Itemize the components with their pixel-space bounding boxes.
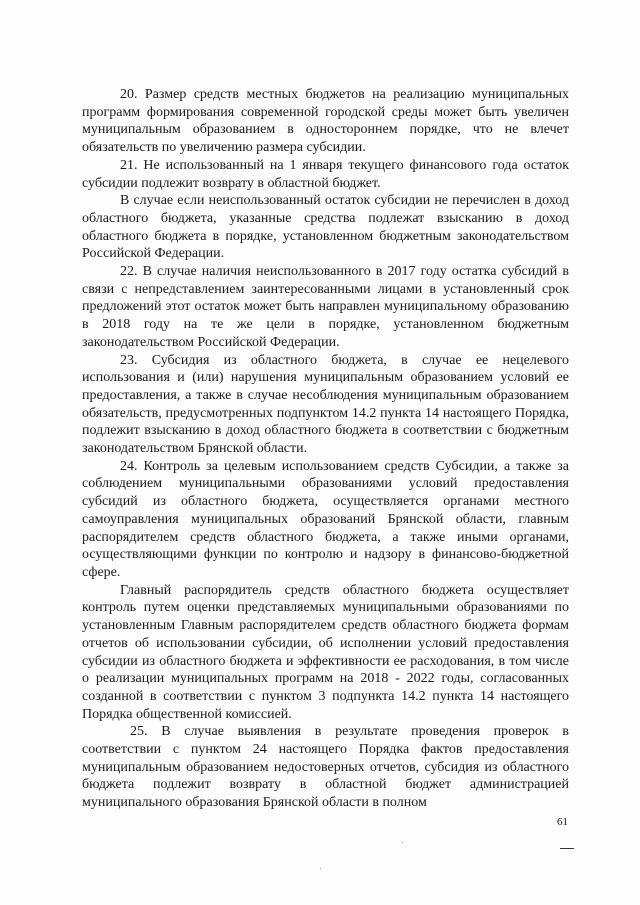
paragraph-25: 25. В случае выявления в результате проведения проверок в соответствии с пунктом 24 настоящего Порядка фактов предоставления муниципальным образованием недостоверных отчетов, субсидия из областного бюджета подлежит возврату в областной бюджет администрацией муниципального образования Брянской области в полном — [82, 724, 569, 811]
page-number: 61 — [557, 816, 568, 828]
paragraph-21: 21. Не использованный на 1 января текущего финансового года остаток субсидии подлежит возврату в областной бюджет. — [82, 157, 569, 191]
scan-speck — [320, 868, 321, 869]
paragraph-24: 24. Контроль за целевым использованием средств Субсидии, а также за соблюдением муниципальными образованиями условий предоставления субсидий из областного бюджета, осуществляется органами местного самоуправления муниципальных образований Брянской области, главным распорядителем средств областного бюджета, а также иными органами, осуществляющими функции по контролю и надзору в финансово-бюджетной сфере. — [82, 458, 569, 580]
scan-mark — [560, 848, 574, 849]
scan-speck — [402, 842, 403, 843]
document-body — [82, 86, 569, 812]
paragraph-22: 22. В случае наличия неиспользованного в 2017 году остатка субсидий в связи с непредставлением заинтересованными лицами в установленный срок предложений этот остаток может быть направлен муниципальному образованию в 2018 году на те же цели в порядке, установленном бюджетным законодательством Российской Федерации. — [82, 264, 569, 350]
paragraph-20: 20. Размер средств местных бюджетов на реализацию муниципальных программ формирования современной городской среды может быть увеличен муниципальным образованием в одностороннем порядке, что не влечет обязательств по увеличению размера субсидии. — [82, 87, 569, 156]
paragraph-24-continued: Главный распорядитель средств областного бюджета осуществляет контроль путем оценки представляемых муниципальными образованиями по установленным Главным распорядителем средств областного бюджета формам отчетов об использовании субсидии, об исполнении условий предоставления субсидии из областного бюджета и эффективности ее расходования, в том числе о реализации муниципальных программ на 2018 - 2022 годы, согласованных созданной в соответствии с пунктом 3 подпункта 14.2 пункта 14 настоящего Порядка общественной комиссией. — [82, 582, 569, 722]
paragraph-23: 23. Субсидия из областного бюджета, в случае ее нецелевого использования и (или) нарушения муниципальным образованием условий ее предоставления, а также в случае несоблюдения муниципальным образованием обязательств, предусмотренных подпунктом 14.2 пункта 14 настоящего Порядка, подлежит взысканию в доход областного бюджета в соответствии с бюджетным законодательством Брянской области. — [82, 352, 569, 457]
paragraph-21-continued: В случае если неиспользованный остаток субсидии не перечислен в доход областного бюджета, указанные средства подлежат взысканию в доход областного бюджета в порядке, установленном бюджетным законодательством Российской Федерации. — [82, 193, 569, 262]
